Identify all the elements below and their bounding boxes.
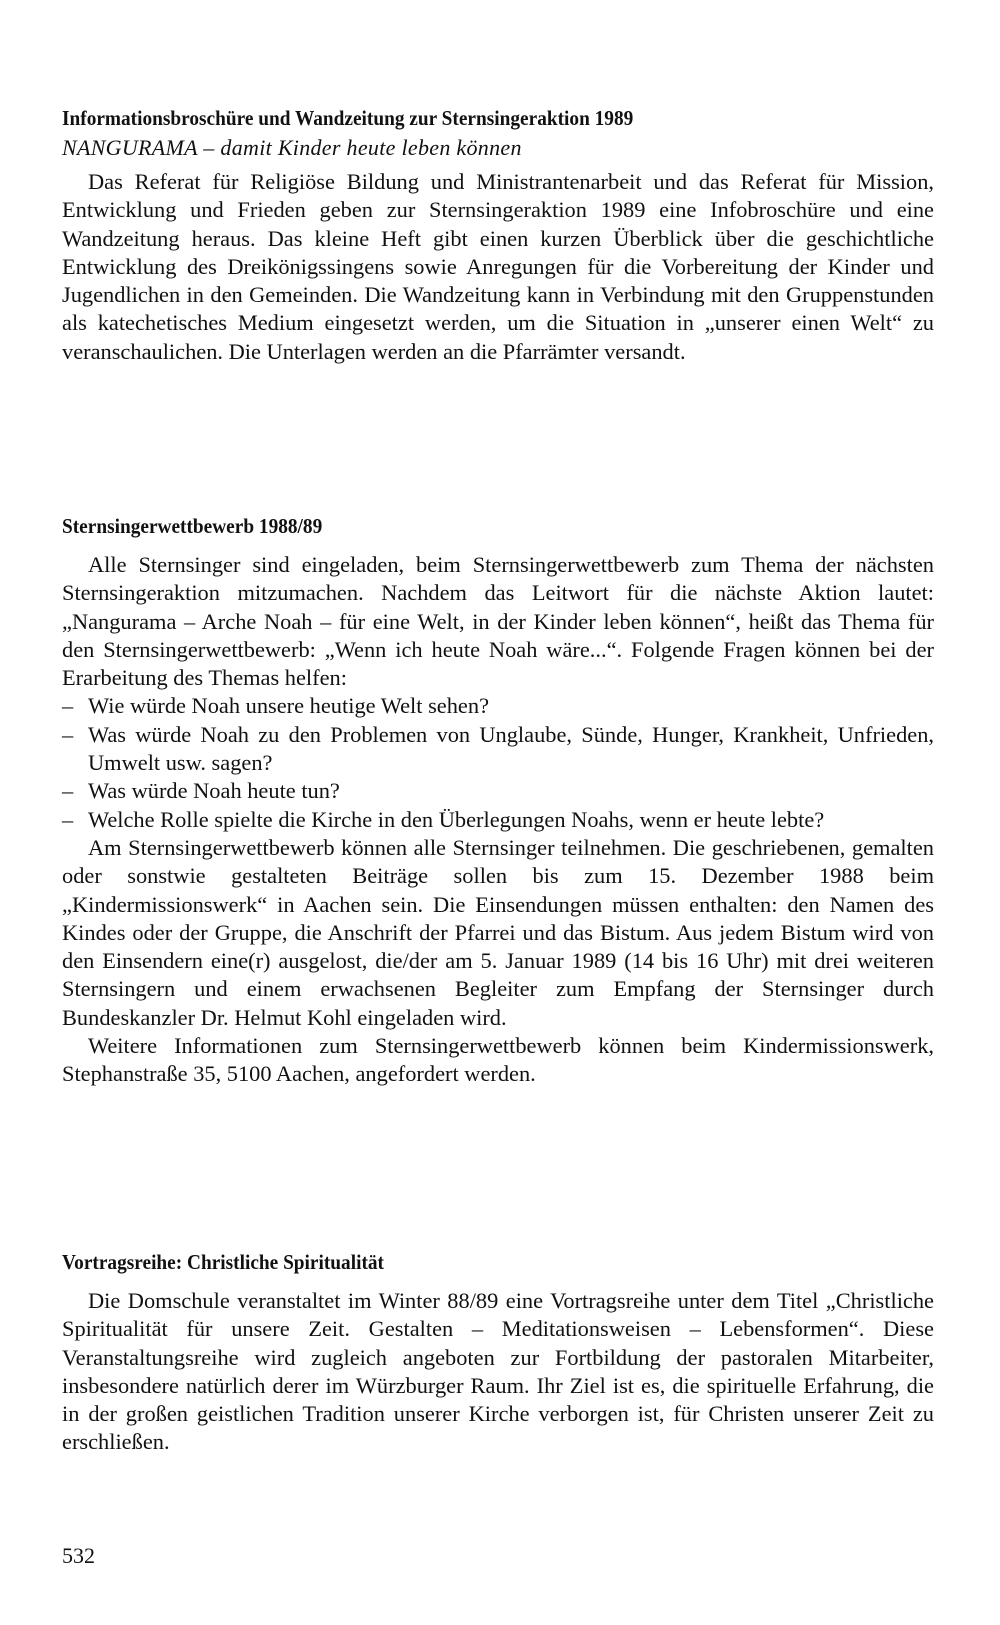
list-item: – Welche Rolle spielte die Kirche in den Überlegungen Noahs, wenn er heute lebte? [62, 806, 934, 834]
section-heading: Informationsbroschüre und Wandzeitung zur Sternsingeraktion 1989 [62, 106, 634, 130]
section-heading: Sternsingerwettbewerb 1988/89 [62, 514, 323, 538]
section-sternsingerwettbewerb [62, 512, 934, 1089]
list-item: – Wie würde Noah unsere heutige Welt sehen? [62, 692, 934, 720]
page-number: 532 [62, 1543, 95, 1568]
section-intro: Alle Sternsinger sind eingeladen, beim Sternsingerwettbewerb zum Thema der nächsten Sternsingeraktion mitzumachen. Nachdem das Leitwort für die nächste Aktion lautet: „Nangurama – Arche Noah – für eine Welt, in der Kinder leben können“, heißt das Thema für den Sternsingerwettbewerb: „Wenn ich heute Noah wäre...“. Folgende Fragen können bei der Erarbeitung des Themas helfen: [62, 552, 934, 691]
section-heading: Vortragsreihe: Christliche Spiritualität [62, 1250, 384, 1274]
section-closing: Weitere Informationen zum Sternsingerwettbewerb können beim Kindermissionswerk, Stephanstraße 35, 5100 Aachen, angefordert werden. [62, 1033, 934, 1087]
section-infobroschuere [62, 104, 934, 366]
section-subheading: NANGURAMA – damit Kinder heute leben können [62, 135, 522, 160]
section-vortragsreihe [62, 1248, 934, 1457]
list-item: – Was würde Noah heute tun? [62, 777, 934, 805]
section-body: Am Sternsingerwettbewerb können alle Sternsinger teilnehmen. Die geschriebenen, gemalten oder sonstwie gestalteten Beiträge sollen bis zum 15. Dezember 1988 beim „Kindermissionswerk“ in Aachen sein. Die Einsendungen müssen enthalten: den Namen des Kindes oder der Gruppe, die Anschrift der Pfarrei und das Bistum. Aus jedem Bistum wird von den Einsendern eine(r) ausgelost, die/der am 5. Januar 1989 (14 bis 16 Uhr) mit drei weiteren Sternsingern und einem erwachsenen Begleiter zum Empfang der Sternsinger durch Bundeskanzler Dr. Helmut Kohl eingeladen wird. [62, 834, 934, 1030]
list-item: – Was würde Noah zu den Problemen von Unglaube, Sünde, Hunger, Krankheit, Unfrieden, Umwelt usw. sagen? [62, 721, 934, 778]
question-list [62, 692, 934, 833]
section-body: Die Domschule veranstaltet im Winter 88/89 eine Vortragsreihe unter dem Titel „Christliche Spiritualität für unsere Zeit. Gestalten – Meditationsweisen – Lebensformen“. Diese Veranstaltungsreihe wird zugleich angeboten zur Fortbildung der pastoralen Mitarbeiter, insbesondere natürlich derer im Würzburger Raum. Ihr Ziel ist es, die spirituelle Erfahrung, die in der großen geistlichen Tradition unserer Kirche verborgen ist, für Christen unserer Zeit zu erschließen. [62, 1288, 934, 1455]
section-body: Das Referat für Religiöse Bildung und Ministrantenarbeit und das Referat für Mission, Entwicklung und Frieden geben zur Sternsingeraktion 1989 eine Infobroschüre und eine Wandzeitung heraus. Das kleine Heft gibt einen kurzen Überblick über die geschichtliche Entwicklung des Dreikönigssingens sowie Anregungen für die Vorbereitung der Kinder und Jugendlichen in den Gemeinden. Die Wandzeitung kann in Verbindung mit den Gruppenstunden als katechetisches Medium eingesetzt werden, um die Situation in „unserer einen Welt“ zu veranschaulichen. Die Unterlagen werden an die Pfarrämter versandt. [62, 169, 934, 364]
